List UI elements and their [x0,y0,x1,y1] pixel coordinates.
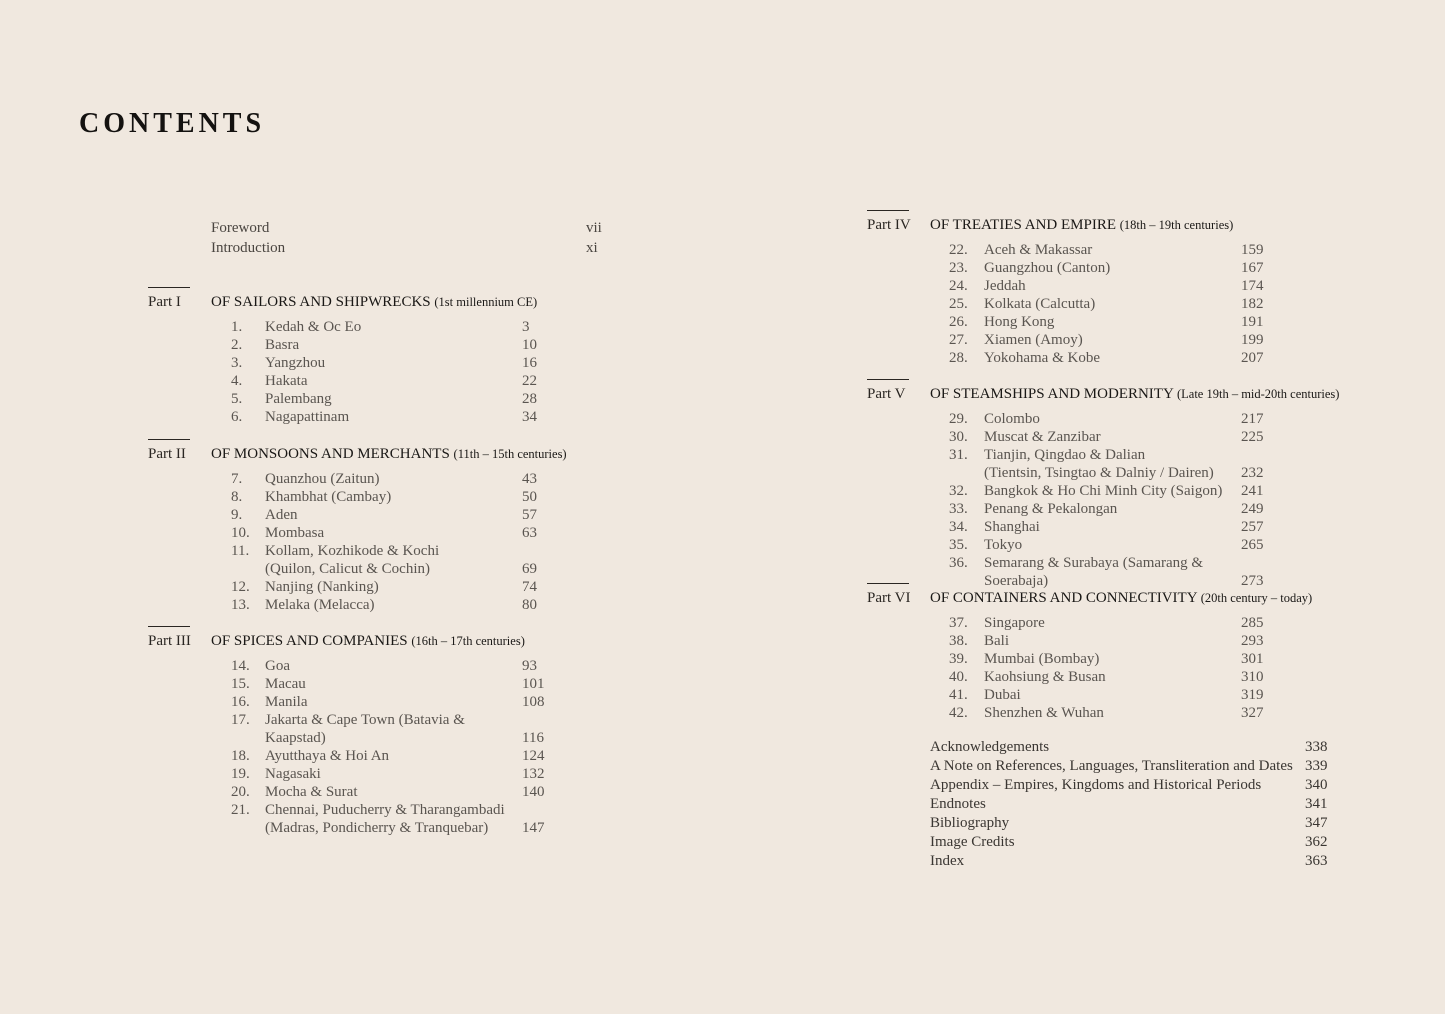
back-matter-item[interactable] [930,738,1328,757]
part-heading[interactable] [867,386,1377,406]
chapter-page: 207 [1241,350,1264,366]
part-heading[interactable] [867,217,1377,237]
chapter-title: Colombo [984,411,1040,427]
chapter-page: 10 [522,337,537,353]
chapter-page: 74 [522,579,537,595]
chapter-number: 29. [949,411,968,427]
chapter-title: Muscat & Zanzibar [984,429,1101,445]
back-matter-label: Bibliography [930,815,1010,831]
chapter-title: Aceh & Makassar [984,242,1093,258]
chapter-item[interactable] [211,408,556,426]
back-matter-item[interactable] [930,795,1328,814]
chapter-number: 10. [231,525,250,541]
chapter-title: Singapore [984,615,1045,631]
chapter-title: Melaka (Melacca) [265,597,375,613]
chapter-page: 22 [522,373,537,389]
chapter-subtitle: (Tientsin, Tsingtao & Dalniy / Dairen) [984,465,1214,481]
part-label: Part VI [867,590,911,606]
chapter-item[interactable] [211,747,556,765]
chapter-page: 63 [522,525,537,541]
chapter-title: Jeddah [984,278,1026,294]
chapter-number: 35. [949,537,968,553]
front-matter-label: Introduction [211,240,286,256]
chapter-number: 36. [949,555,968,571]
chapter-number: 18. [231,748,250,764]
part-dates: (18th – 19th centuries) [1119,218,1234,232]
chapter-number: 27. [949,332,968,348]
chapter-title: Yokohama & Kobe [984,350,1100,366]
chapter-item[interactable] [930,446,1275,482]
chapter-number: 24. [949,278,968,294]
part-divider [148,287,190,288]
chapter-number: 1. [231,319,243,335]
chapter-title: Tokyo [984,537,1023,553]
chapter-title: Nanjing (Nanking) [265,579,379,595]
back-matter-item[interactable] [930,776,1328,795]
chapter-title: Mumbai (Bombay) [984,651,1100,667]
chapter-page: 174 [1241,278,1264,294]
chapter-title: Shanghai [984,519,1040,535]
chapter-page: 225 [1241,429,1264,445]
chapter-title: Goa [265,658,290,674]
back-matter-page: 363 [1305,853,1328,869]
chapter-page: 159 [1241,242,1264,258]
chapter-item[interactable] [930,313,1275,331]
chapter-title: Guangzhou (Canton) [984,260,1111,276]
part-title: OF SPICES AND COMPANIES (16th – 17th centuries) [211,633,525,649]
part-divider [867,379,909,380]
chapter-page: 57 [522,507,537,523]
chapter-item[interactable] [930,500,1275,518]
chapter-title: Hong Kong [984,314,1055,330]
chapter-page: 199 [1241,332,1264,348]
chapter-number: 13. [231,597,250,613]
chapter-item[interactable] [211,693,556,711]
chapter-item[interactable] [211,783,556,801]
chapter-list [867,241,1377,367]
chapter-title: Bangkok & Ho Chi Minh City (Saigon) [984,483,1223,499]
chapter-page: 147 [522,820,545,836]
part-heading[interactable] [148,446,628,466]
chapter-page: 265 [1241,537,1264,553]
chapter-item[interactable] [930,277,1275,295]
part-label: Part I [148,294,181,310]
chapter-number: 8. [231,489,243,505]
chapter-page: 293 [1241,633,1264,649]
part-title: OF STEAMSHIPS AND MODERNITY (Late 19th – mid-20th centuries) [930,386,1340,402]
chapter-title: Kedah & Oc Eo [265,319,362,335]
back-matter-label: Appendix – Empires, Kingdoms and Historical Periods [930,777,1262,793]
chapter-item[interactable] [930,241,1275,259]
back-matter-label: Index [930,853,965,869]
chapter-title: Basra [265,337,300,353]
chapter-title: Xiamen (Amoy) [984,332,1083,348]
chapter-title: Hakata [265,373,308,389]
chapter-item[interactable] [211,675,556,693]
chapter-item[interactable] [930,410,1275,428]
part-divider [867,583,909,584]
chapter-number: 3. [231,355,243,371]
chapter-page: 101 [522,676,545,692]
part-label: Part V [867,386,906,402]
part-dates: (Late 19th – mid-20th centuries) [1176,387,1340,401]
chapter-item[interactable] [211,488,556,506]
chapter-item[interactable] [211,318,556,336]
chapter-item[interactable] [930,536,1275,554]
chapter-title: Tianjin, Qingdao & Dalian [984,447,1146,463]
chapter-page: 69 [522,561,537,577]
back-matter-page: 339 [1305,758,1328,774]
chapter-item[interactable] [930,428,1275,446]
chapter-number: 42. [949,705,968,721]
part-dates: (1st millennium CE) [434,295,538,309]
chapter-number: 12. [231,579,250,595]
part-section [867,210,1377,367]
chapter-page: 140 [522,784,545,800]
part-dates: (16th – 17th centuries) [411,634,525,648]
chapter-number: 4. [231,373,243,389]
front-matter-page: vii [586,220,602,236]
back-matter-item[interactable] [930,814,1328,833]
part-section [148,439,628,614]
chapter-title: Penang & Pekalongan [984,501,1118,517]
chapter-page: 301 [1241,651,1264,667]
chapter-item[interactable] [930,704,1275,722]
chapter-page: 217 [1241,411,1264,427]
chapter-title: Bali [984,633,1009,649]
part-dates: (20th century – today) [1200,591,1313,605]
chapter-number: 32. [949,483,968,499]
chapter-title: Kollam, Kozhikode & Kochi [265,543,440,559]
chapter-item[interactable] [930,331,1275,349]
part-title: OF TREATIES AND EMPIRE (18th – 19th centuries) [930,217,1234,233]
back-matter-page: 338 [1305,739,1328,755]
chapter-page: 34 [522,409,537,425]
chapter-number: 31. [949,447,968,463]
part-divider [867,210,909,211]
chapter-number: 34. [949,519,968,535]
chapter-item[interactable] [211,390,556,408]
front-matter-label: Foreword [211,220,270,236]
chapter-subtitle: (Quilon, Calicut & Cochin) [265,561,430,577]
chapter-page: 43 [522,471,537,487]
chapter-page: 249 [1241,501,1264,517]
part-divider [148,439,190,440]
chapter-title: Nagapattinam [265,409,350,425]
chapter-subtitle: (Madras, Pondicherry & Tranquebar) [265,820,489,836]
chapter-title: Macau [265,676,306,692]
chapter-page: 80 [522,597,537,613]
chapter-number: 22. [949,242,968,258]
chapter-number: 37. [949,615,968,631]
chapter-page: 132 [522,766,545,782]
chapter-title: Mombasa [265,525,325,541]
chapter-list [148,470,628,614]
chapter-number: 11. [231,543,250,559]
chapter-title: Quanzhou (Zaitun) [265,471,380,487]
chapter-item[interactable] [211,711,556,747]
chapter-title: Khambhat (Cambay) [265,489,392,505]
chapter-item[interactable] [211,542,556,578]
chapter-item[interactable] [930,632,1275,650]
chapter-number: 23. [949,260,968,276]
front-matter [211,218,609,258]
chapter-item[interactable] [930,668,1275,686]
part-heading[interactable] [148,294,628,314]
chapter-number: 30. [949,429,968,445]
chapter-item[interactable] [930,614,1275,632]
front-matter-item[interactable] [211,238,609,258]
back-matter-page: 347 [1305,815,1328,831]
chapter-list [867,410,1377,590]
chapter-number: 40. [949,669,968,685]
chapter-number: 7. [231,471,243,487]
chapter-number: 28. [949,350,968,366]
chapter-page: 116 [522,730,544,746]
chapter-item[interactable] [930,349,1275,367]
back-matter-item[interactable] [930,852,1328,871]
part-title: OF CONTAINERS AND CONNECTIVITY (20th century – today) [930,590,1313,606]
chapter-item[interactable] [211,506,556,524]
chapter-title: Jakarta & Cape Town (Batavia & Kaapstad) [265,712,465,746]
back-matter-label: Acknowledgements [930,739,1050,755]
chapter-title: Semarang & Surabaya (Samarang & Soerabaja) [984,555,1204,589]
chapter-page: 108 [522,694,545,710]
chapter-page: 182 [1241,296,1264,312]
part-section [148,287,628,426]
chapter-item[interactable] [930,482,1275,500]
chapter-item[interactable] [211,372,556,390]
chapter-title: Palembang [265,391,332,407]
chapter-item[interactable] [930,518,1275,536]
chapter-title: Yangzhou [265,355,326,371]
back-matter [930,738,1328,871]
part-title: OF SAILORS AND SHIPWRECKS (1st millennium CE) [211,294,538,310]
chapter-number: 33. [949,501,968,517]
chapter-number: 16. [231,694,250,710]
page-title: CONTENTS [79,108,266,139]
chapter-page: 191 [1241,314,1264,330]
chapter-number: 15. [231,676,250,692]
part-section [867,583,1377,722]
back-matter-page: 340 [1305,777,1328,793]
chapter-list [867,614,1377,722]
part-heading[interactable] [867,590,1377,610]
chapter-number: 38. [949,633,968,649]
chapter-number: 17. [231,712,250,728]
chapter-item[interactable] [930,295,1275,313]
chapter-item[interactable] [211,524,556,542]
back-matter-page: 362 [1305,834,1328,850]
chapter-item[interactable] [211,336,556,354]
chapter-title: Dubai [984,687,1021,703]
chapter-page: 273 [1241,573,1264,589]
part-title: OF MONSOONS AND MERCHANTS (11th – 15th centuries) [211,446,567,462]
chapter-title: Manila [265,694,308,710]
back-matter-label: A Note on References, Languages, Transliteration and Dates [930,758,1293,774]
chapter-page: 50 [522,489,537,505]
chapter-page: 319 [1241,687,1264,703]
part-section [867,379,1377,590]
chapter-item[interactable] [930,686,1275,704]
back-matter-item[interactable] [930,833,1328,852]
chapter-list [148,318,628,426]
chapter-title: Chennai, Puducherry & Tharangambadi [265,802,505,818]
chapter-page: 327 [1241,705,1264,721]
chapter-number: 39. [949,651,968,667]
chapter-item[interactable] [211,765,556,783]
chapter-item[interactable] [211,657,556,675]
chapter-number: 41. [949,687,968,703]
part-heading[interactable] [148,633,628,653]
part-dates: (11th – 15th centuries) [453,447,567,461]
part-label: Part II [148,446,186,462]
chapter-number: 6. [231,409,243,425]
chapter-page: 285 [1241,615,1264,631]
chapter-title: Mocha & Surat [265,784,358,800]
part-label: Part III [148,633,191,649]
chapter-item[interactable] [211,801,556,837]
part-section [148,626,628,837]
part-label: Part IV [867,217,911,233]
chapter-number: 21. [231,802,250,818]
chapter-title: Aden [265,507,298,523]
chapter-item[interactable] [211,354,556,372]
chapter-number: 14. [231,658,250,674]
chapter-number: 9. [231,507,243,523]
chapter-item[interactable] [211,596,556,614]
chapter-page: 257 [1241,519,1264,535]
chapter-page: 232 [1241,465,1264,481]
chapter-number: 25. [949,296,968,312]
back-matter-page: 341 [1305,796,1328,812]
chapter-title: Nagasaki [265,766,321,782]
chapter-page: 16 [522,355,537,371]
chapter-item[interactable] [930,259,1275,277]
chapter-number: 5. [231,391,243,407]
back-matter-label: Image Credits [930,834,1015,850]
chapter-title: Ayutthaya & Hoi An [265,748,390,764]
chapter-number: 19. [231,766,250,782]
chapter-page: 28 [522,391,537,407]
chapter-page: 310 [1241,669,1264,685]
front-matter-page: xi [586,240,598,256]
chapter-page: 124 [522,748,545,764]
chapter-item[interactable] [211,578,556,596]
chapter-page: 167 [1241,260,1264,276]
chapter-number: 2. [231,337,243,353]
chapter-title: Kaohsiung & Busan [984,669,1106,685]
back-matter-item[interactable] [930,757,1328,776]
chapter-page: 3 [522,319,530,335]
part-divider [148,626,190,627]
chapter-item[interactable] [930,650,1275,668]
chapter-item[interactable] [211,470,556,488]
chapter-number: 26. [949,314,968,330]
chapter-page: 93 [522,658,537,674]
chapter-list [148,657,628,837]
chapter-number: 20. [231,784,250,800]
chapter-page: 241 [1241,483,1264,499]
back-matter-label: Endnotes [930,796,986,812]
chapter-title: Kolkata (Calcutta) [984,296,1096,312]
front-matter-item[interactable] [211,218,609,238]
chapter-title: Shenzhen & Wuhan [984,705,1104,721]
